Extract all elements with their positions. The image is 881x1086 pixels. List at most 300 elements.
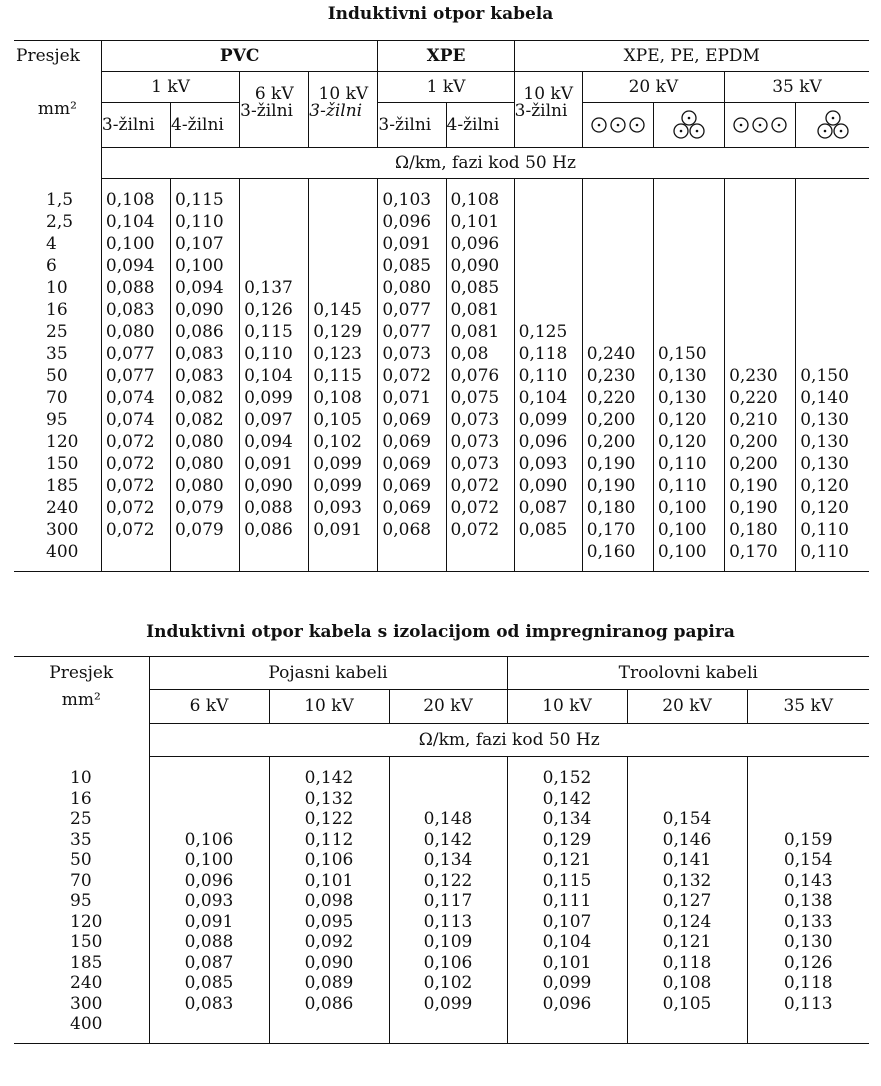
x-20kv: 20 kV — [582, 72, 724, 103]
reactance-cell — [514, 211, 582, 233]
reactance-cell — [389, 1015, 507, 1036]
cross-section-value: 4 — [46, 233, 57, 254]
reactance-cell — [240, 211, 309, 233]
reactance-cell: 0,073 — [378, 343, 446, 365]
reactance-cell: 0,118 — [627, 953, 747, 974]
reactance-cell: 0,099 — [309, 453, 378, 475]
reactance-cell: 0,100 — [653, 541, 724, 563]
troolovni-10kv: 10 kV — [507, 690, 627, 724]
reactance-cell — [796, 343, 869, 365]
reactance-cell — [582, 321, 653, 343]
flat-three-circles-icon — [731, 117, 789, 133]
reactance-cell: 0,093 — [309, 497, 378, 519]
reactance-cell: 0,146 — [627, 830, 747, 851]
reactance-cell — [796, 255, 869, 277]
reactance-cell: 0,086 — [171, 321, 240, 343]
reactance-cell: 0,100 — [149, 851, 269, 872]
reactance-cell — [101, 541, 170, 563]
trefoil-three-circles-icon — [672, 110, 706, 140]
reactance-cell: 0,104 — [101, 211, 170, 233]
reactance-cell: 0,096 — [149, 871, 269, 892]
reactance-cell: 0,160 — [582, 541, 653, 563]
reactance-cell: 0,072 — [101, 497, 170, 519]
reactance-cell — [796, 299, 869, 321]
reactance-cell: 0,106 — [149, 830, 269, 851]
reactance-cell: 0,075 — [446, 387, 514, 409]
cross-section-value: 95 — [46, 409, 68, 430]
reactance-cell: 0,110 — [171, 211, 240, 233]
reactance-cell: 0,096 — [514, 431, 582, 453]
reactance-cell: 0,150 — [796, 365, 869, 387]
reactance-cell: 0,142 — [389, 830, 507, 851]
reactance-cell: 0,132 — [627, 871, 747, 892]
cross-section-value: 25 — [70, 809, 92, 830]
cross-section-value: 2,5 — [46, 211, 74, 232]
table-row — [14, 892, 869, 913]
reactance-cell — [582, 255, 653, 277]
reactance-cell — [653, 277, 724, 299]
reactance-cell — [725, 211, 796, 233]
reactance-cell: 0,080 — [171, 431, 240, 453]
reactance-cell: 0,121 — [507, 851, 627, 872]
reactance-cell: 0,098 — [269, 892, 389, 913]
reactance-cell: 0,159 — [747, 830, 869, 851]
table-row — [14, 541, 869, 563]
table-row — [14, 789, 869, 810]
reactance-cell: 0,142 — [269, 769, 389, 790]
reactance-cell: 0,100 — [101, 233, 170, 255]
table-row — [14, 830, 869, 851]
table1-title: Induktivni otpor kabela — [327, 4, 554, 24]
reactance-cell: 0,082 — [171, 387, 240, 409]
reactance-cell: 0,074 — [101, 409, 170, 431]
table-row — [14, 409, 869, 431]
reactance-cell: 0,126 — [240, 299, 309, 321]
troolovni-35kv: 35 kV — [747, 690, 869, 724]
table-row — [14, 387, 869, 409]
reactance-cell: 0,200 — [582, 431, 653, 453]
reactance-cell: 0,085 — [446, 277, 514, 299]
reactance-cell — [309, 277, 378, 299]
reactance-cell: 0,101 — [446, 211, 514, 233]
reactance-cell — [507, 1015, 627, 1036]
reactance-cell: 0,118 — [747, 974, 869, 995]
table-row — [14, 233, 869, 255]
reactance-cell: 0,085 — [378, 255, 446, 277]
reactance-cell: 0,138 — [747, 892, 869, 913]
reactance-cell: 0,097 — [240, 409, 309, 431]
reactance-cell: 0,072 — [446, 475, 514, 497]
table-row — [14, 321, 869, 343]
reactance-cell: 0,220 — [582, 387, 653, 409]
reactance-cell — [514, 233, 582, 255]
xpe-header: XPE — [378, 41, 514, 72]
table-row — [14, 453, 869, 475]
cross-section-value: 300 — [70, 993, 103, 1014]
reactance-cell — [747, 789, 869, 810]
reactance-cell: 0,091 — [378, 233, 446, 255]
reactance-cell: 0,090 — [171, 299, 240, 321]
reactance-cell: 0,130 — [653, 365, 724, 387]
reactance-cell: 0,072 — [101, 519, 170, 541]
reactance-cell: 0,073 — [446, 409, 514, 431]
cross-section-value: 25 — [46, 321, 68, 342]
cross-section-value: 185 — [70, 952, 103, 973]
reactance-cell: 0,083 — [149, 994, 269, 1015]
reactance-cell: 0,080 — [171, 475, 240, 497]
cross-section-value: 35 — [46, 343, 68, 364]
reactance-cell: 0,088 — [101, 277, 170, 299]
reactance-cell: 0,089 — [269, 974, 389, 995]
x-10kv-3core: 3-žilni — [514, 103, 582, 148]
table-row — [14, 519, 869, 541]
reactance-cell: 0,200 — [582, 409, 653, 431]
reactance-cell: 0,140 — [796, 387, 869, 409]
reactance-cell: 0,069 — [378, 497, 446, 519]
cross-section-value: 185 — [46, 475, 79, 496]
reactance-cell: 0,130 — [747, 933, 869, 954]
cross-section-value: 70 — [46, 387, 68, 408]
reactance-cell: 0,088 — [240, 497, 309, 519]
reactance-cell: 0,152 — [507, 769, 627, 790]
reactance-cell: 0,102 — [389, 974, 507, 995]
troolovni-header: Troolovni kabeli — [507, 657, 869, 690]
reactance-cell: 0,132 — [269, 789, 389, 810]
reactance-cell: 0,126 — [747, 953, 869, 974]
reactance-cell: 0,200 — [725, 431, 796, 453]
reactance-cell: 0,115 — [171, 189, 240, 211]
reactance-cell — [389, 769, 507, 790]
reactance-cell: 0,068 — [378, 519, 446, 541]
reactance-cell: 0,108 — [627, 974, 747, 995]
reactance-cell: 0,108 — [309, 387, 378, 409]
reactance-cell: 0,190 — [725, 475, 796, 497]
reactance-cell: 0,094 — [101, 255, 170, 277]
reactance-cell: 0,077 — [101, 343, 170, 365]
reactance-cell — [446, 541, 514, 563]
xpe-pe-epdm-header: XPE, PE, EPDM — [514, 41, 869, 72]
pvc-10kv: 10 kV — [309, 72, 378, 103]
reactance-cell: 0,091 — [240, 453, 309, 475]
reactance-cell — [149, 1015, 269, 1036]
table-row — [14, 497, 869, 519]
reactance-cell — [309, 541, 378, 563]
reactance-cell: 0,077 — [378, 299, 446, 321]
reactance-cell: 0,230 — [582, 365, 653, 387]
cross-section-value: 16 — [46, 299, 68, 320]
reactance-cell: 0,130 — [796, 409, 869, 431]
reactance-cell: 0,072 — [378, 365, 446, 387]
table-row — [14, 851, 869, 872]
reactance-cell: 0,150 — [653, 343, 724, 365]
reactance-cell: 0,085 — [514, 519, 582, 541]
reactance-cell: 0,090 — [446, 255, 514, 277]
reactance-cell — [796, 211, 869, 233]
xpe-1kv-4core: 4-žilni — [446, 103, 514, 148]
reactance-cell: 0,127 — [627, 892, 747, 913]
reactance-cell: 0,069 — [378, 453, 446, 475]
cross-section-value: 400 — [70, 1014, 103, 1035]
table-row — [14, 299, 869, 321]
reactance-cell: 0,121 — [627, 933, 747, 954]
reactance-cell — [171, 541, 240, 563]
cross-section-value: 1,5 — [46, 189, 74, 210]
reactance-cell: 0,069 — [378, 475, 446, 497]
reactance-cell: 0,104 — [507, 933, 627, 954]
reactance-cell: 0,090 — [240, 475, 309, 497]
reactance-cell — [747, 769, 869, 790]
reactance-cell: 0,096 — [378, 211, 446, 233]
reactance-cell — [514, 299, 582, 321]
reactance-cell — [725, 277, 796, 299]
table-row — [14, 255, 869, 277]
reactance-cell — [725, 321, 796, 343]
cross-section-value: 300 — [46, 519, 79, 540]
reactance-cell: 0,190 — [582, 475, 653, 497]
reactance-cell: 0,080 — [171, 453, 240, 475]
reactance-cell — [653, 233, 724, 255]
reactance-cell: 0,190 — [582, 453, 653, 475]
reactance-cell — [653, 299, 724, 321]
pojasni-header: Pojasni kabeli — [149, 657, 507, 690]
reactance-cell — [269, 1015, 389, 1036]
reactance-cell: 0,220 — [725, 387, 796, 409]
reactance-cell: 0,134 — [389, 851, 507, 872]
reactance-cell: 0,108 — [101, 189, 170, 211]
table-row — [14, 189, 869, 211]
reactance-cell — [725, 189, 796, 211]
reactance-cell: 0,110 — [240, 343, 309, 365]
reactance-cell: 0,180 — [725, 519, 796, 541]
reactance-cell: 0,104 — [240, 365, 309, 387]
reactance-cell: 0,110 — [653, 475, 724, 497]
reactance-cell: 0,085 — [149, 974, 269, 995]
reactance-cell: 0,105 — [627, 994, 747, 1015]
reactance-cell: 0,142 — [507, 789, 627, 810]
pvc-6kv: 6 kV — [240, 72, 309, 103]
reactance-cell: 0,101 — [507, 953, 627, 974]
reactance-cell: 0,107 — [507, 912, 627, 933]
table-row — [14, 912, 869, 933]
reactance-cell: 0,134 — [507, 810, 627, 831]
reactance-cell: 0,120 — [796, 497, 869, 519]
reactance-cell: 0,106 — [389, 953, 507, 974]
cross-section-value: 10 — [70, 768, 92, 789]
reactance-cell: 0,083 — [171, 343, 240, 365]
reactance-cell — [309, 189, 378, 211]
reactance-cell — [725, 255, 796, 277]
cross-section-value: 240 — [70, 973, 103, 994]
reactance-cell: 0,088 — [149, 933, 269, 954]
reactance-cell: 0,124 — [627, 912, 747, 933]
x-35kv: 35 kV — [725, 72, 869, 103]
table-row — [14, 1015, 869, 1036]
table-row — [14, 343, 869, 365]
reactance-cell — [627, 769, 747, 790]
reactance-cell: 0,076 — [446, 365, 514, 387]
reactance-cell: 0,094 — [171, 277, 240, 299]
reactance-cell — [149, 769, 269, 790]
reactance-cell: 0,093 — [514, 453, 582, 475]
reactance-cell: 0,125 — [514, 321, 582, 343]
reactance-cell: 0,170 — [725, 541, 796, 563]
cross-section-value: 120 — [70, 911, 103, 932]
reactance-cell: 0,103 — [378, 189, 446, 211]
reactance-cell: 0,072 — [101, 453, 170, 475]
reactance-cell: 0,100 — [653, 519, 724, 541]
pvc-6kv-3core: 3-žilni — [240, 103, 309, 148]
reactance-cell: 0,111 — [507, 892, 627, 913]
reactance-cell — [514, 277, 582, 299]
reactance-cell: 0,096 — [446, 233, 514, 255]
table-row — [14, 810, 869, 831]
reactance-cell — [796, 233, 869, 255]
reactance-cell: 0,210 — [725, 409, 796, 431]
reactance-cell — [582, 211, 653, 233]
reactance-cell: 0,100 — [653, 497, 724, 519]
reactance-cell: 0,079 — [171, 497, 240, 519]
reactance-cell: 0,122 — [269, 810, 389, 831]
table-row — [14, 994, 869, 1015]
reactance-cell — [725, 299, 796, 321]
reactance-cell: 0,072 — [446, 519, 514, 541]
x-10kv: 10 kV — [514, 72, 582, 103]
reactance-cell: 0,141 — [627, 851, 747, 872]
reactance-cell: 0,100 — [171, 255, 240, 277]
reactance-cell: 0,069 — [378, 431, 446, 453]
reactance-cell: 0,110 — [796, 541, 869, 563]
reactance-cell: 0,230 — [725, 365, 796, 387]
cross-section-value: 35 — [70, 829, 92, 850]
reactance-cell: 0,120 — [653, 409, 724, 431]
reactance-cell: 0,113 — [747, 994, 869, 1015]
reactance-cell — [149, 789, 269, 810]
reactance-cell: 0,106 — [269, 851, 389, 872]
reactance-cell: 0,120 — [653, 431, 724, 453]
reactance-cell — [796, 321, 869, 343]
reactance-cell: 0,104 — [514, 387, 582, 409]
cross-section-value: 240 — [46, 497, 79, 518]
reactance-cell: 0,115 — [240, 321, 309, 343]
reactance-cell: 0,133 — [747, 912, 869, 933]
reactance-cell: 0,122 — [389, 871, 507, 892]
reactance-cell: 0,096 — [507, 994, 627, 1015]
cross-section-value: 10 — [46, 277, 68, 298]
presjek-header-2: Presjek — [14, 657, 149, 690]
reactance-cell: 0,101 — [269, 871, 389, 892]
pvc-1kv-4core: 4-žilni — [171, 103, 240, 148]
reactance-cell: 0,129 — [309, 321, 378, 343]
table-row — [14, 769, 869, 790]
reactance-cell: 0,200 — [725, 453, 796, 475]
unit-mm2: mm² — [37, 99, 77, 119]
reactance-cell: 0,120 — [796, 475, 869, 497]
reactance-cell: 0,145 — [309, 299, 378, 321]
table-row — [14, 871, 869, 892]
reactance-cell: 0,108 — [446, 189, 514, 211]
reactance-cell — [653, 321, 724, 343]
reactance-cell: 0,123 — [309, 343, 378, 365]
table-row — [14, 365, 869, 387]
reactance-cell: 0,148 — [389, 810, 507, 831]
reactance-cell: 0,082 — [171, 409, 240, 431]
cross-section-value: 70 — [70, 870, 92, 891]
reactance-cell — [725, 343, 796, 365]
reactance-cell: 0,240 — [582, 343, 653, 365]
reactance-cell: 0,081 — [446, 321, 514, 343]
reactance-cell: 0,117 — [389, 892, 507, 913]
reactance-cell — [747, 810, 869, 831]
reactance-cell — [582, 299, 653, 321]
reactance-cell: 0,099 — [240, 387, 309, 409]
xpe-1kv: 1 kV — [378, 72, 514, 103]
reactance-cell: 0,137 — [240, 277, 309, 299]
reactance-cell: 0,105 — [309, 409, 378, 431]
reactance-cell: 0,130 — [796, 453, 869, 475]
reactance-cell: 0,143 — [747, 871, 869, 892]
reactance-cell: 0,074 — [101, 387, 170, 409]
reactance-cell — [309, 255, 378, 277]
reactance-cell: 0,130 — [653, 387, 724, 409]
paper-insulated-reactance-table — [14, 656, 869, 1044]
reactance-cell: 0,113 — [389, 912, 507, 933]
reactance-cell: 0,154 — [627, 810, 747, 831]
cross-section-value: 95 — [70, 891, 92, 912]
reactance-cell — [653, 211, 724, 233]
reactance-cell: 0,083 — [101, 299, 170, 321]
reactance-cell: 0,115 — [309, 365, 378, 387]
reactance-cell — [582, 277, 653, 299]
reactance-cell: 0,112 — [269, 830, 389, 851]
reactance-cell: 0,110 — [514, 365, 582, 387]
reactance-cell — [149, 810, 269, 831]
table2-title: Induktivni otpor kabela s izolacijom od impregniranog papira — [146, 622, 735, 642]
reactance-cell: 0,083 — [171, 365, 240, 387]
reactance-cell: 0,090 — [514, 475, 582, 497]
cross-section-value: 400 — [46, 541, 79, 562]
reactance-cell — [796, 189, 869, 211]
reactance-cell: 0,080 — [378, 277, 446, 299]
unit-row-2: Ω/km, fazi kod 50 Hz — [149, 724, 869, 757]
reactance-cell: 0,087 — [149, 953, 269, 974]
table-row — [14, 211, 869, 233]
reactance-cell: 0,115 — [507, 871, 627, 892]
pojasni-6kv: 6 kV — [149, 690, 269, 724]
reactance-cell: 0,110 — [796, 519, 869, 541]
cross-section-value: 150 — [46, 453, 79, 474]
trefoil-three-circles-icon — [816, 110, 850, 140]
flat-three-circles-icon — [589, 117, 647, 133]
reactance-cell: 0,090 — [269, 953, 389, 974]
reactance-cell: 0,170 — [582, 519, 653, 541]
reactance-cell: 0,095 — [269, 912, 389, 933]
table-row — [14, 933, 869, 954]
inductive-reactance-table — [14, 40, 869, 572]
reactance-cell: 0,077 — [101, 365, 170, 387]
pvc-10kv-3core: 3-žilni — [309, 103, 378, 148]
reactance-cell: 0,073 — [446, 453, 514, 475]
reactance-cell: 0,08 — [446, 343, 514, 365]
cross-section-value: 150 — [70, 932, 103, 953]
pojasni-20kv: 20 kV — [389, 690, 507, 724]
reactance-cell — [514, 541, 582, 563]
cross-section-value: 120 — [46, 431, 79, 452]
pvc-1kv-3core: 3-žilni — [101, 103, 170, 148]
reactance-cell: 0,072 — [101, 431, 170, 453]
reactance-cell: 0,099 — [389, 994, 507, 1015]
reactance-cell — [582, 189, 653, 211]
reactance-cell: 0,087 — [514, 497, 582, 519]
